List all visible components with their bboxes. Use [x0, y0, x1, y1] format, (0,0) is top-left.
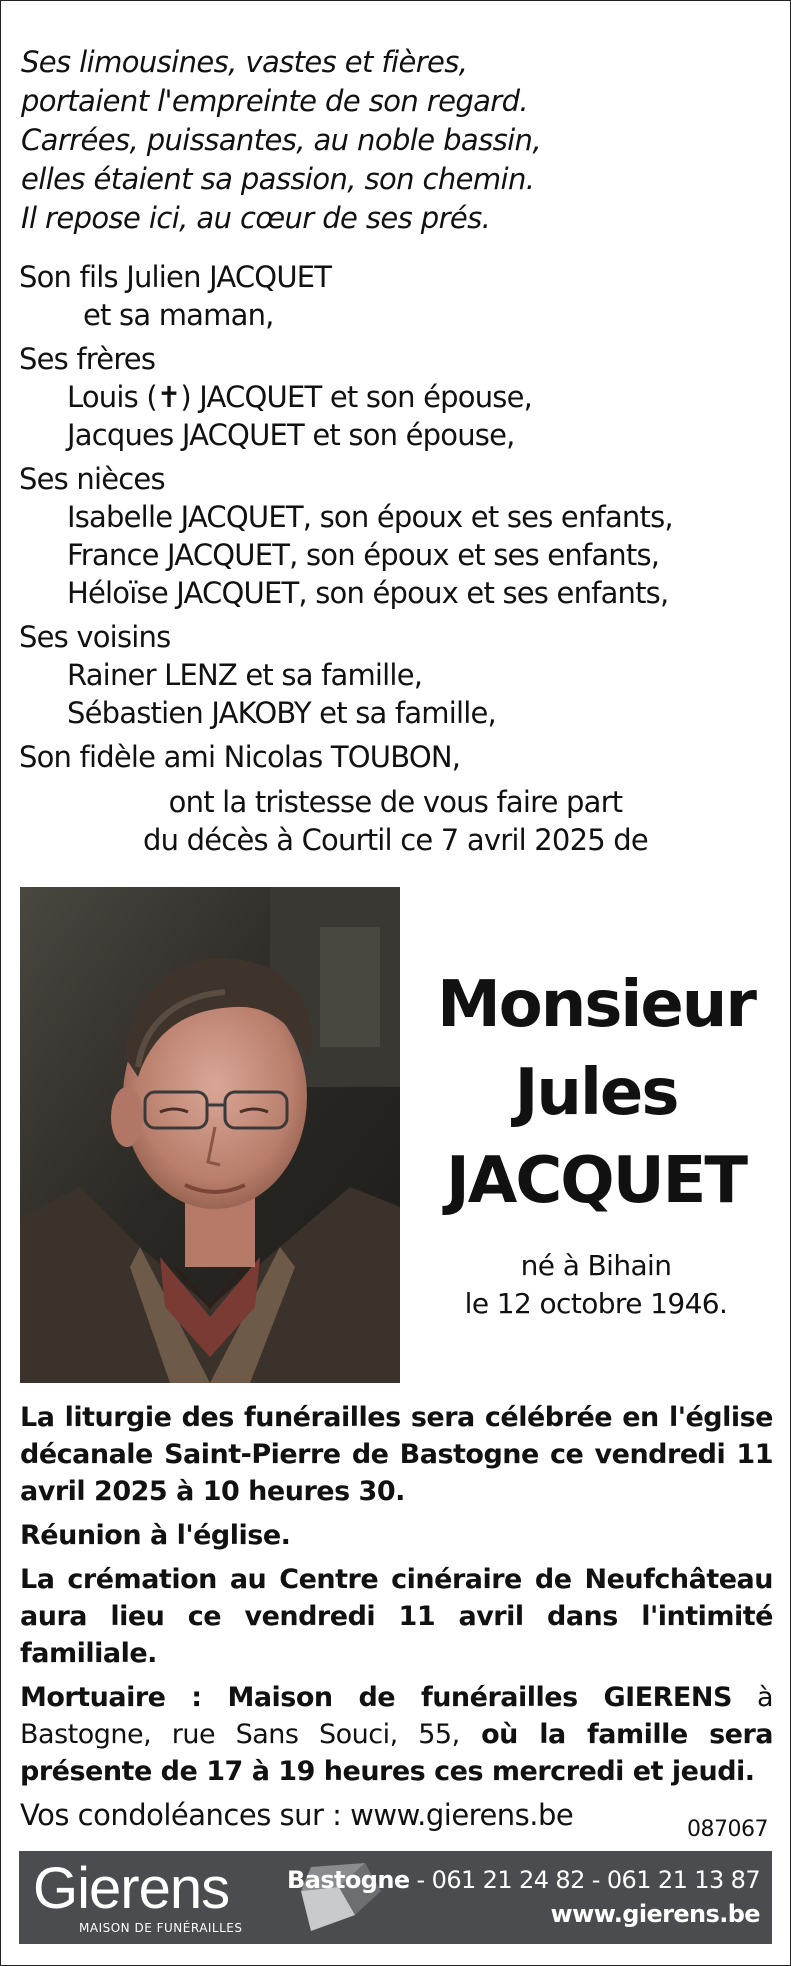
brother-line: Louis (✝) JACQUET et son épouse,	[67, 380, 533, 414]
condolences-text: Vos condoléances sur : www.gierens.be	[20, 1798, 574, 1832]
neighbours-group	[19, 618, 769, 732]
mortuary-address: à Bastogne, rue Sans Souci, 55,	[20, 1682, 773, 1750]
poem-line: Il repose ici, au cœur de ses prés.	[21, 201, 491, 235]
announcement-line: ont la tristesse de vous faire part	[168, 785, 623, 819]
contact-info	[287, 1863, 760, 1931]
announcement-line: du décès à Courtil ce 7 avril 2025 de	[143, 823, 648, 857]
son-sub-line: et sa maman,	[83, 298, 274, 332]
family-list	[19, 258, 769, 782]
brand-wordmark: Gierens	[33, 1856, 230, 1921]
friend-line: Son fidèle ami Nicolas TOUBON,	[19, 740, 461, 774]
portrait-photo	[20, 887, 400, 1383]
poem	[21, 43, 761, 238]
birth-info	[421, 1247, 771, 1323]
funeral-home-banner	[19, 1851, 772, 1944]
brand-subtitle: MAISON DE FUNÉRAILLES	[79, 1921, 243, 1935]
funeral-details	[20, 1399, 773, 1834]
niece-line: Héloïse JACQUET, son époux et ses enfants,	[67, 576, 669, 610]
last-name: JACQUET	[445, 1144, 747, 1218]
poem-line: portaient l'empreinte de son regard.	[21, 84, 529, 118]
first-name: Jules	[514, 1056, 678, 1130]
brother-line: Jacques JACQUET et son épouse,	[67, 418, 515, 452]
phone-numbers: - 061 21 24 82 - 061 21 13 87	[409, 1866, 760, 1894]
niece-line: Isabelle JACQUET, son époux et ses enfants,	[67, 500, 673, 534]
deceased-name	[421, 961, 771, 1225]
nieces-group	[19, 460, 769, 612]
neighbour-line: Sébastien JAKOBY et sa famille,	[67, 696, 496, 730]
brothers-group	[19, 340, 769, 454]
friend-group	[19, 738, 769, 776]
mortuary-text	[20, 1679, 773, 1790]
contact-phones	[287, 1863, 760, 1897]
mortuary-bold: Mortuaire : Maison de funérailles GIERENS	[20, 1682, 732, 1713]
neighbour-line: Rainer LENZ et sa famille,	[67, 658, 423, 692]
niece-line: France JACQUET, son époux et ses enfants,	[67, 538, 660, 572]
portrait-illustration	[20, 887, 400, 1383]
neighbours-heading: Ses voisins	[19, 620, 171, 654]
poem-line: elles étaient sa passion, son chemin.	[21, 162, 535, 196]
birth-place: né à Bihain	[520, 1249, 672, 1282]
cremation-text: La crémation au Centre cinéraire de Neufchâteau aura lieu ce vendredi 11 avril dans l'intimité familiale.	[20, 1564, 773, 1669]
announcement	[1, 783, 790, 859]
brothers-heading: Ses frères	[19, 342, 156, 376]
contact-city: Bastogne	[287, 1866, 410, 1894]
son-group	[19, 258, 769, 334]
nieces-heading: Ses nièces	[19, 462, 165, 496]
reunion-text: Réunion à l'église.	[20, 1520, 291, 1551]
son-line: Son fils Julien JACQUET	[19, 260, 332, 294]
mortuary-visiting: où la famille sera présente de 17 à 19 heures ces mercredi et jeudi.	[20, 1719, 773, 1787]
name-title: Monsieur	[437, 968, 755, 1042]
poem-line: Carrées, puissantes, au noble bassin,	[21, 123, 541, 157]
liturgy-text: La liturgie des funérailles sera célébrée en l'église décanale Saint-Pierre de Bastogne ce vendredi 11 avril 2025 à 10 heures 30.	[20, 1402, 773, 1507]
website-link[interactable]: www.gierens.be	[550, 1900, 760, 1928]
poem-line: Ses limousines, vastes et fières,	[21, 45, 468, 79]
reference-number: 087067	[687, 1817, 768, 1842]
birth-date: le 12 octobre 1946.	[464, 1287, 728, 1320]
